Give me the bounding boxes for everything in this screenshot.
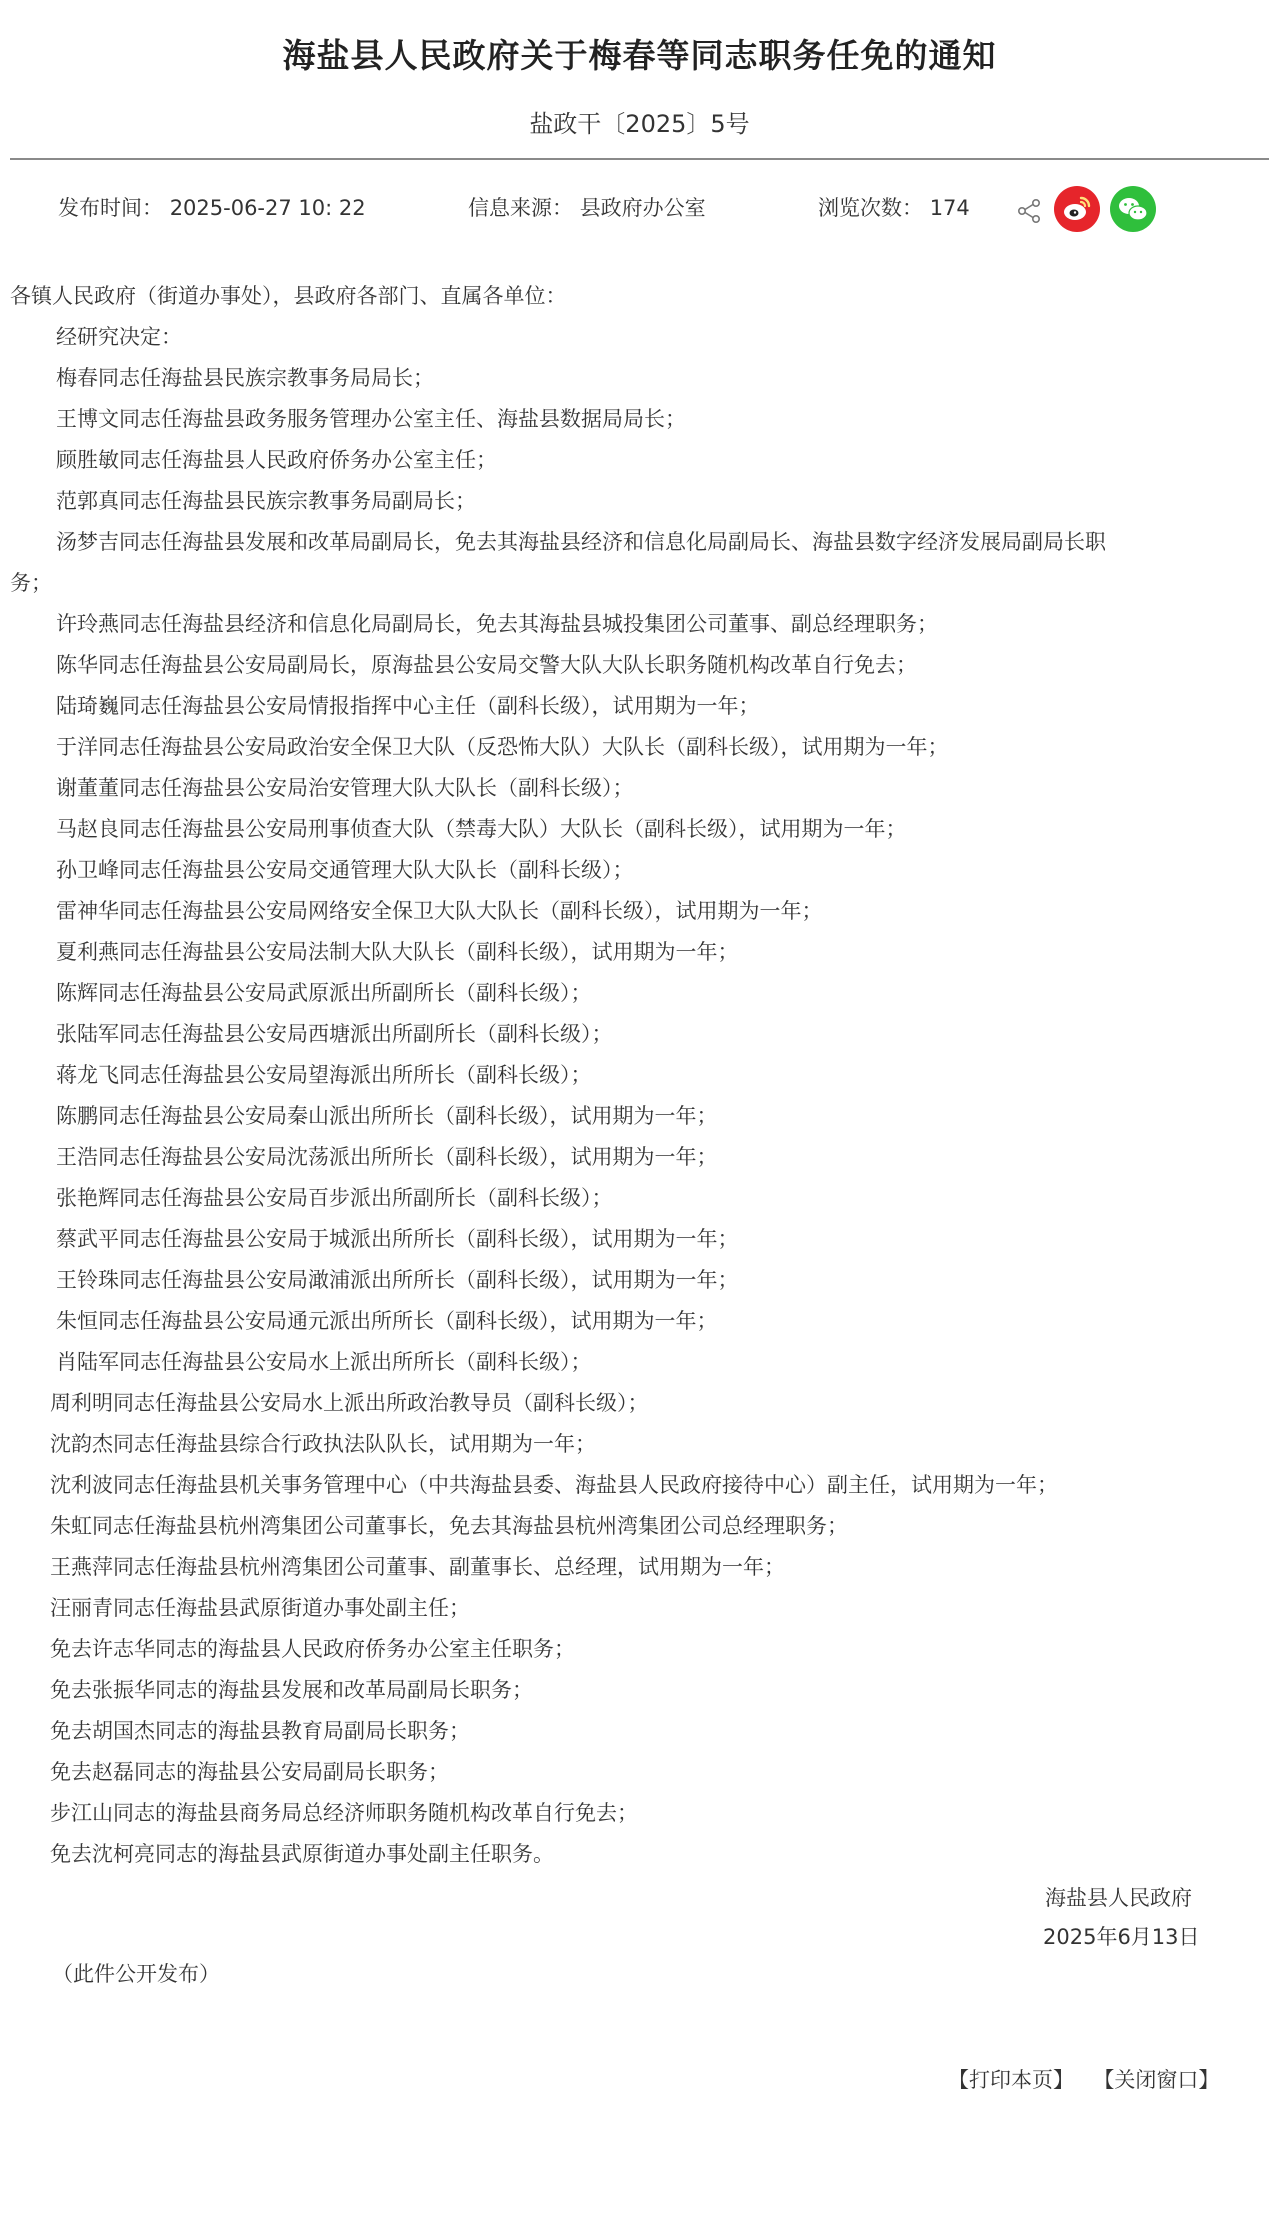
- publish-time-label: 发布时间：: [58, 196, 163, 220]
- body-line: 马赵良同志任海盐县公安局刑事侦查大队（禁毒大队）大队长（副科长级），试用期为一年；: [56, 817, 907, 841]
- body-line: 朱恒同志任海盐县公安局通元派出所所长（副科长级），试用期为一年；: [56, 1309, 718, 1333]
- body-line: 陈鹏同志任海盐县公安局秦山派出所所长（副科长级），试用期为一年；: [56, 1104, 718, 1128]
- body-line: 免去沈柯亮同志的海盐县武原街道办事处副主任职务。: [50, 1842, 554, 1866]
- body-line: 务；: [10, 571, 52, 595]
- body-line: 蒋龙飞同志任海盐县公安局望海派出所所长（副科长级）；: [56, 1063, 592, 1087]
- page-actions: [948, 2064, 1219, 2094]
- body-line: 梅春同志任海盐县民族宗教事务局局长；: [56, 366, 434, 390]
- publish-time: [58, 192, 366, 222]
- body-line: 周利明同志任海盐县公安局水上派出所政治教导员（副科长级）；: [50, 1391, 649, 1415]
- wechat-share-button[interactable]: [1110, 186, 1156, 232]
- print-page-link[interactable]: 【打印本页】: [948, 2068, 1074, 2092]
- body-line: 张陆军同志任海盐县公安局西塘派出所副所长（副科长级）；: [56, 1022, 613, 1046]
- view-count-label: 浏览次数：: [818, 196, 923, 220]
- info-source-value: 县政府办公室: [579, 196, 706, 220]
- body-line: 王铃珠同志任海盐县公安局澉浦派出所所长（副科长级），试用期为一年；: [56, 1268, 739, 1292]
- body-line: 张艳辉同志任海盐县公安局百步派出所副所长（副科长级）；: [56, 1186, 613, 1210]
- body-line: 步江山同志的海盐县商务局总经济师职务随机构改革自行免去；: [50, 1801, 638, 1825]
- body-line: 免去张振华同志的海盐县发展和改革局副局长职务；: [50, 1678, 533, 1702]
- body-line: 王燕萍同志任海盐县杭州湾集团公司董事、副董事长、总经理，试用期为一年；: [50, 1555, 785, 1579]
- divider: [10, 158, 1269, 160]
- body-line: 许玲燕同志任海盐县经济和信息化局副局长，免去其海盐县城投集团公司董事、副总经理职务；: [56, 612, 938, 636]
- body-line: 于洋同志任海盐县公安局政治安全保卫大队（反恐怖大队）大队长（副科长级），试用期为一年；: [56, 735, 949, 759]
- weibo-icon: [1054, 186, 1100, 232]
- publish-time-value: 2025-06-27 10: 22: [169, 196, 366, 220]
- body-line: 谢董董同志任海盐县公安局治安管理大队大队长（副科长级）；: [56, 776, 634, 800]
- body-line: 沈利波同志任海盐县机关事务管理中心（中共海盐县委、海盐县人民政府接待中心）副主任，试用期为一年；: [50, 1473, 1058, 1497]
- body-line: 王浩同志任海盐县公安局沈荡派出所所长（副科长级），试用期为一年；: [56, 1145, 718, 1169]
- share-icon[interactable]: [1014, 196, 1044, 226]
- close-window-link[interactable]: 【关闭窗口】: [1093, 2068, 1220, 2092]
- document-number: 盐政干〔2025〕5号: [529, 110, 750, 138]
- body-line: 孙卫峰同志任海盐县公安局交通管理大队大队长（副科长级）；: [56, 858, 634, 882]
- wechat-icon: [1110, 186, 1156, 232]
- body-line: 免去许志华同志的海盐县人民政府侨务办公室主任职务；: [50, 1637, 575, 1661]
- body-line: 陈华同志任海盐县公安局副局长，原海盐县公安局交警大队大队长职务随机构改革自行免去；: [56, 653, 917, 677]
- view-count: [818, 192, 970, 222]
- weibo-share-button[interactable]: [1054, 186, 1100, 232]
- body-line: 雷神华同志任海盐县公安局网络安全保卫大队大队长（副科长级），试用期为一年；: [56, 899, 823, 923]
- signature-org: 海盐县人民政府: [1045, 1886, 1192, 1910]
- body-line: 顾胜敏同志任海盐县人民政府侨务办公室主任；: [56, 448, 497, 472]
- body-line: 沈韵杰同志任海盐县综合行政执法队队长，试用期为一年；: [50, 1432, 596, 1456]
- body-line: 陆琦巍同志任海盐县公安局情报指挥中心主任（副科长级），试用期为一年；: [56, 694, 760, 718]
- body-line: 汤梦吉同志任海盐县发展和改革局副局长，免去其海盐县经济和信息化局副局长、海盐县数字经济发展局副局长职: [56, 530, 1106, 554]
- view-count-value: 174: [929, 196, 970, 220]
- body-line: 经研究决定：: [56, 325, 182, 349]
- signature-date: 2025年6月13日: [1043, 1925, 1200, 1949]
- body-line: 朱虹同志任海盐县杭州湾集团公司董事长，免去其海盐县杭州湾集团公司总经理职务；: [50, 1514, 848, 1538]
- body-line: 王博文同志任海盐县政务服务管理办公室主任、海盐县数据局局长；: [56, 407, 686, 431]
- body-line: 免去赵磊同志的海盐县公安局副局长职务；: [50, 1760, 449, 1784]
- body-line: 陈辉同志任海盐县公安局武原派出所副所长（副科长级）；: [56, 981, 592, 1005]
- salutation: 各镇人民政府（街道办事处），县政府各部门、直属各单位：: [10, 284, 567, 308]
- body-line: 汪丽青同志任海盐县武原街道办事处副主任；: [50, 1596, 470, 1620]
- body-line: 夏利燕同志任海盐县公安局法制大队大队长（副科长级），试用期为一年；: [56, 940, 739, 964]
- info-source-label: 信息来源：: [468, 196, 573, 220]
- publish-note: （此件公开发布）: [52, 1962, 220, 1986]
- page-title: 海盐县人民政府关于梅春等同志职务任免的通知: [282, 36, 997, 75]
- body-line: 肖陆军同志任海盐县公安局水上派出所所长（副科长级）；: [56, 1350, 592, 1374]
- body-line: 范郭真同志任海盐县民族宗教事务局副局长；: [56, 489, 476, 513]
- info-source: [468, 192, 706, 222]
- body-line: 免去胡国杰同志的海盐县教育局副局长职务；: [50, 1719, 470, 1743]
- body-line: 蔡武平同志任海盐县公安局于城派出所所长（副科长级），试用期为一年；: [56, 1227, 739, 1251]
